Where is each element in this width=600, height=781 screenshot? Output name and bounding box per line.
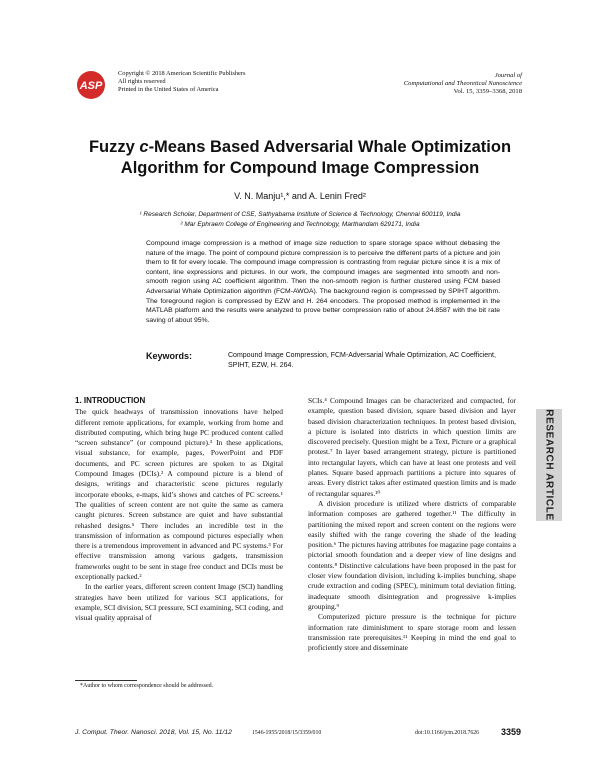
keywords-label: Keywords: bbox=[146, 351, 193, 361]
affiliation-1: ¹ Research Scholar, Department of CSE, Sathyabama Institute of Science & Technology, Chennai 600119, India bbox=[139, 211, 461, 218]
footnote-rule bbox=[75, 680, 137, 681]
section-heading-introduction: 1. INTRODUCTION bbox=[75, 396, 146, 405]
title-italic-c: c bbox=[139, 138, 149, 156]
footnote: *Author to whom correspondence should be addressed. bbox=[80, 683, 214, 689]
volume-line: Vol. 15, 3359–3368, 2018 bbox=[453, 88, 522, 95]
copyright-line: Copyright © 2018 American Scientific Publishers bbox=[118, 70, 246, 77]
article-title bbox=[60, 137, 540, 179]
research-article-tab bbox=[536, 409, 562, 521]
paragraph: In the earlier years, different screen content Image (SCI) handling strategies have been utilized for various SCI applications, for example, SCI division, SCI pressure, SCI examining, SCI coding, and visual quality appraisal of bbox=[75, 582, 283, 623]
left-column bbox=[75, 396, 283, 624]
right-column bbox=[308, 396, 516, 653]
page-number: 3359 bbox=[501, 727, 522, 737]
abstract: Compound image compression is a method of image size reduction to spare storage space without debasing the nature of the image. The point of compound picture compression is to perceive the different parts of a picture and join them to fit for every locale. The compound image compression is contrasting from regular picture since it is a mix of content, line expressions and pictures. In our work, the compound images are segmented into smooth and non-smooth region using AC coefficient algorithm. Then the non-smooth region is further clustered using FCM based Adversarial Whale Optimization algorithm (FCM-AWOA). The background region is compressed by SPIHT algorithm. The foreground region is compressed by EZW and H. 264 encoders. The proposed method is implemented in the MATLAB platform and the results were analyzed to prove better compression ratio of about 24.8587 with the bit rate saving of about 95%. bbox=[146, 240, 500, 324]
research-article-label: RESEARCH ARTICLE bbox=[543, 409, 555, 521]
journal-name: Computational and Theoretical Nanoscience bbox=[403, 80, 522, 87]
paragraph: A division procedure is utilized where districts of comparable information composes are gathered together.¹¹ The difficulty in partitioning the mixed report and screen content on the regions were easily shifted with the range covering the shade of the leading position.⁶ The pictures having attributes foe magazine page contains a pictorial smooth foundation and a deeper view of line designs and contents.⁸ Distinctive calculations have been proposed in the past for closer view foundation division, including k-implies bunching, shape crude extraction and coding (SPEC), minimum total deviation fitting, inadequate smooth disintegration and progressive k-implies grouping.⁹ bbox=[308, 498, 516, 611]
logo-text: ASP bbox=[79, 80, 103, 92]
footer-doi: doi:10.1166/jctn.2018.7626 bbox=[415, 730, 480, 736]
affiliations bbox=[60, 210, 540, 230]
paragraph: Computerized picture pressure is the technique for picture information rate diminishment to spare storage room and lessen transmission rate prerequisites.¹¹ Keeping in mind the end goal to proficiently store and disseminate bbox=[308, 612, 516, 653]
journal-of-line: Journal of bbox=[494, 72, 522, 79]
paragraph: SCIs.⁴ Compound Images can be characterized and compacted, for example, question based division, square based division and layer based division characterization techniques. In protest based division, a picture is isolated into districts in which question limits are discovered precisely. Question might be a Text, Picture or a graphical protest.⁷ In layer based arrangement strategy, picture is partitioned into rectangular layers, which can have at least one protests and veil planes. Square based approach partitions a picture into squares of areas. Every district takes after estimated question limits and is made of rectangular squares.¹⁰ bbox=[308, 396, 516, 498]
affiliation-2: ² Mar Ephraem College of Engineering and Technology, Marthandam 629171, India bbox=[180, 221, 420, 228]
authors: V. N. Manju¹,* and A. Lenin Fred² bbox=[234, 191, 366, 201]
rights-line: All rights reserved bbox=[118, 78, 166, 85]
keywords-text: Compound Image Compression, FCM-Adversarial Whale Optimization, AC Coefficient, SPIHT, EZW, H. 264. bbox=[228, 352, 496, 369]
asp-logo bbox=[73, 70, 111, 100]
publisher-info bbox=[118, 70, 246, 94]
footer-journal: J. Comput. Theor. Nanosci. 2018, Vol. 15, No. 11/12 bbox=[75, 729, 232, 736]
paragraph: The quick headways of transmission innovations have helped different remote applications, for example, working from home and distributed computing, which bring huge PC produced content called “screen substance” (or compound picture).³ In these applications, visual substance, for example, pages, PowerPoint and PDF documents, and PC screen pictures are spoken to as Digital Compound Images (DCIs).² A compound picture is a blend of designs, writings and characteristic scene pictures regularly incorporate ebooks, e-maps, kid’s shows and catches of PC screens.¹ The qualities of screen content are not quite the same as camera caught pictures. Screen substance are quiet and have substantial rehashed designs.⁵ There includes an incredible test in the transmission of information as compound pictures especially when there is a tremendous improvement in advanced and PC systems.³ For effective transmission among various gadgets, transmission frameworks ought to be sent in stage free conduct and DCIs must be exceptionally packed.² bbox=[75, 407, 283, 582]
title-rest: -Means Based Adversarial Whale Optimization Algorithm for Compound Image Compression bbox=[120, 138, 512, 177]
title-prefix: Fuzzy bbox=[88, 138, 140, 156]
footer-ids: 1546-1955/2018/15/3359/010 bbox=[252, 730, 322, 736]
printed-line: Printed in the United States of America bbox=[118, 86, 219, 93]
keywords bbox=[146, 351, 506, 371]
journal-info bbox=[404, 72, 522, 96]
